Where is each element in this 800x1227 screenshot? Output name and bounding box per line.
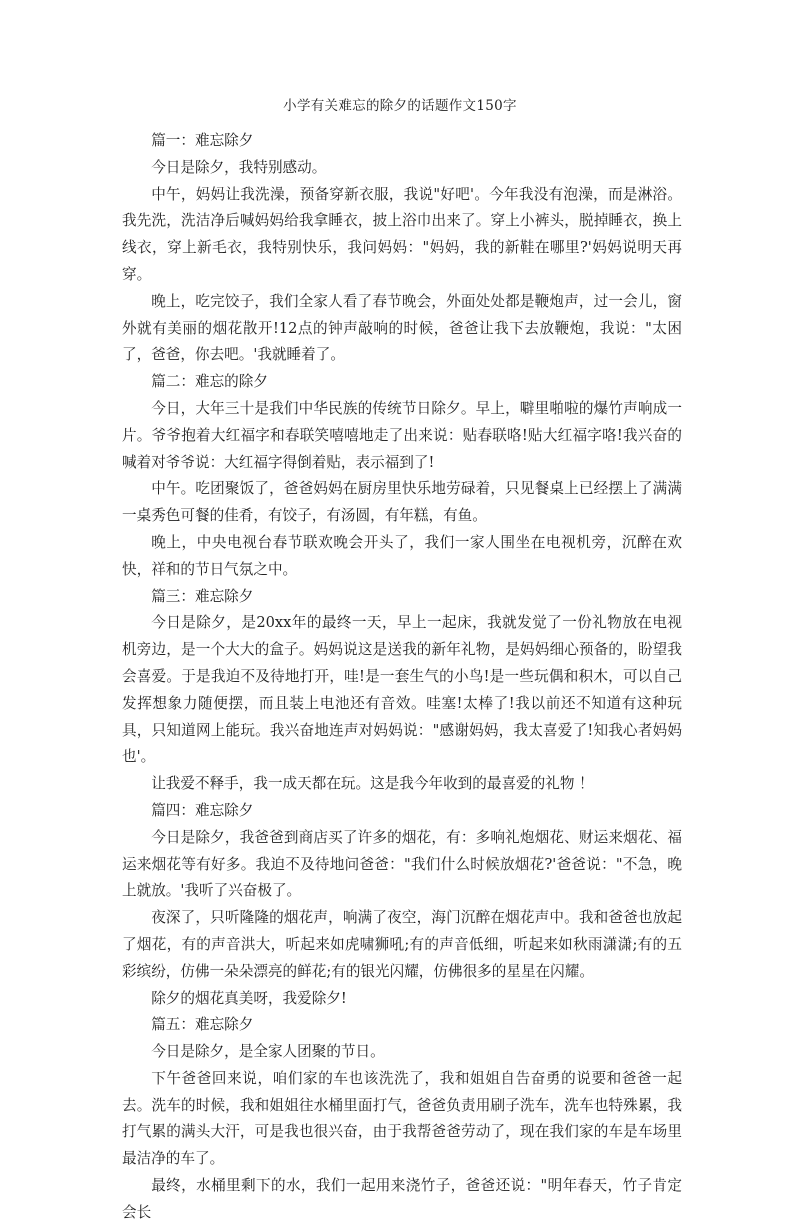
paragraph: 晚上，吃完饺子，我们全家人看了春节晚会，外面处处都是鞭炮声，过一会儿，窗外就有美丽的烟花散开!12点的钟声敲响的时候，爸爸让我下去放鞭炮，我说："太困了，爸爸，你去吧。'我就睡着了。 (122, 292, 682, 364)
paragraph: 今日是除夕，是全家人团聚的节日。 (151, 1043, 385, 1061)
paragraph: 最终，水桶里剩下的水，我们一起用来浇竹子，爸爸还说："明年春天，竹子肯定会长 (122, 1177, 682, 1221)
paragraph: 今日是除夕，我爸爸到商店买了许多的烟花，有：多响礼炮烟花、财运来烟花、福运来烟花等有好多。我迫不及待地问爸爸："我们什么时候放烟花?'爸爸说："不急，晚上就放。'我听了兴奋极了。 (122, 828, 682, 900)
paragraph: 晚上，中央电视台春节联欢晚会开头了，我们一家人围坐在电视机旁，沉醉在欢快，祥和的节日气氛之中。 (122, 533, 682, 578)
document-body (122, 128, 682, 1227)
section-heading: 篇二：难忘的除夕 (151, 373, 268, 391)
paragraph: 夜深了，只听隆隆的烟花声，响满了夜空，海门沉醉在烟花声中。我和爸爸也放起了烟花，有的声音洪大，听起来如虎啸狮吼;有的声音低细，听起来如秋雨潇潇;有的五彩缤纷，仿佛一朵朵漂亮的鲜花;有的银光闪耀，仿佛很多的星星在闪耀。 (122, 909, 682, 980)
paragraph: 今日是除夕，我特别感动。 (151, 158, 327, 176)
paragraph: 中午，妈妈让我洗澡，预备穿新衣服，我说"好吧'。今年我没有泡澡，而是淋浴。我先洗，洗洁净后喊妈妈给我拿睡衣，披上浴巾出来了。穿上小裤头，脱掉睡衣，换上线衣，穿上新毛衣，我特别快乐，我问妈妈："妈妈，我的新鞋在哪里?'妈妈说明天再穿。 (122, 185, 682, 283)
paragraph: 让我爱不释手，我一成天都在玩。这是我今年收到的最喜爱的礼物 ！ (151, 775, 594, 793)
paragraph: 下午爸爸回来说，咱们家的车也该洗洗了，我和姐姐自告奋勇的说要和爸爸一起去。洗车的时候，我和姐姐往水桶里面打气，爸爸负责用刷子洗车，洗车也特殊累，我打气累的满头大汗，可是我也很兴奋，由于我帮爸爸劳动了，现在我们家的车是车场里最洁净的车了。 (122, 1069, 682, 1168)
section-heading: 篇三：难忘除夕 (151, 587, 254, 605)
document-title: 小学有关难忘的除夕的话题作文150字 (283, 98, 517, 114)
paragraph: 中午。吃团聚饭了，爸爸妈妈在厨房里快乐地劳碌着，只见餐桌上已经摆上了满满一桌秀色可餐的佳肴，有饺子，有汤圆，有年糕，有鱼。 (122, 480, 682, 525)
paragraph: 今日是除夕，是20xx年的最终一天，早上一起床，我就发觉了一份礼物放在电视机旁边，是一个大大的盒子。妈妈说这是送我的新年礼物，是妈妈细心预备的，盼望我会喜爱。于是我迫不及待地打开，哇!是一套生气的小鸟!是一些玩偶和积木，可以自己发挥想象力随便摆，而且装上电池还有音效。哇塞!太棒了!我以前还不知道有这种玩具，只知道网上能玩。我兴奋地连声对妈妈说："感谢妈妈，我太喜爱了!知我心者妈妈也'。 (122, 614, 682, 766)
section-heading: 篇一：难忘除夕 (151, 132, 254, 149)
section-heading: 篇四：难忘除夕 (151, 801, 254, 819)
paragraph: 除夕的烟花真美呀，我爱除夕! (151, 989, 347, 1007)
section-heading: 篇五：难忘除夕 (151, 1016, 254, 1034)
paragraph: 今日，大年三十是我们中华民族的传统节日除夕。早上，噼里啪啦的爆竹声响成一片。爷爷抱着大红福字和春联笑嘻嘻地走了出来说：贴春联咯!贴大红福字咯!我兴奋的喊着对爷爷说：大红福字得倒着贴，表示福到了! (122, 399, 682, 471)
